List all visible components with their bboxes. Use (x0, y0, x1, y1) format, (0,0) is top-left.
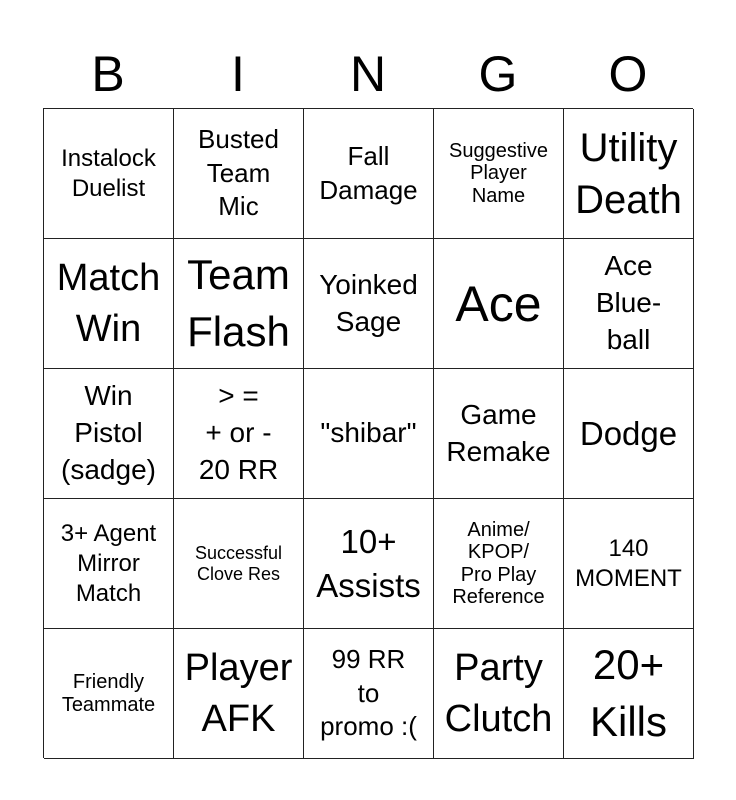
bingo-cell[interactable]: 20+ Kills (564, 629, 694, 759)
bingo-cell[interactable]: Fall Damage (304, 109, 434, 239)
bingo-cell[interactable]: Win Pistol (sadge) (44, 369, 174, 499)
header-letter-i: I (231, 46, 245, 102)
bingo-cell[interactable]: Dodge (564, 369, 694, 499)
bingo-cell[interactable]: Yoinked Sage (304, 239, 434, 369)
bingo-cell[interactable]: Team Flash (174, 239, 304, 369)
header-letter-g: G (478, 46, 518, 102)
bingo-cell[interactable]: Player AFK (174, 629, 304, 759)
bingo-cell[interactable]: 140 MOMENT (564, 499, 694, 629)
bingo-cell[interactable]: 3+ Agent Mirror Match (44, 499, 174, 629)
bingo-cell[interactable]: Successful Clove Res (174, 499, 304, 629)
bingo-cell[interactable]: 99 RR to promo :( (304, 629, 434, 759)
bingo-header (43, 40, 693, 108)
bingo-cell[interactable]: Game Remake (434, 369, 564, 499)
bingo-cell[interactable]: > = + or - 20 RR (174, 369, 304, 499)
bingo-cell[interactable]: Party Clutch (434, 629, 564, 759)
bingo-cell[interactable]: Friendly Teammate (44, 629, 174, 759)
header-letter-n: N (349, 46, 387, 102)
bingo-cell[interactable]: Instalock Duelist (44, 109, 174, 239)
bingo-cell[interactable]: 10+ Assists (304, 499, 434, 629)
bingo-cell[interactable]: Match Win (44, 239, 174, 369)
header-letter-o: O (608, 46, 648, 102)
header-letter-b: B (91, 46, 125, 102)
bingo-cell[interactable]: Suggestive Player Name (434, 109, 564, 239)
bingo-cell[interactable]: Busted Team Mic (174, 109, 304, 239)
bingo-cell[interactable]: Ace Blue- ball (564, 239, 694, 369)
bingo-cell[interactable]: Utility Death (564, 109, 694, 239)
bingo-cell[interactable]: Ace (434, 239, 564, 369)
bingo-board (43, 108, 693, 758)
bingo-cell[interactable]: Anime/ KPOP/ Pro Play Reference (434, 499, 564, 629)
bingo-cell[interactable]: "shibar" (304, 369, 434, 499)
